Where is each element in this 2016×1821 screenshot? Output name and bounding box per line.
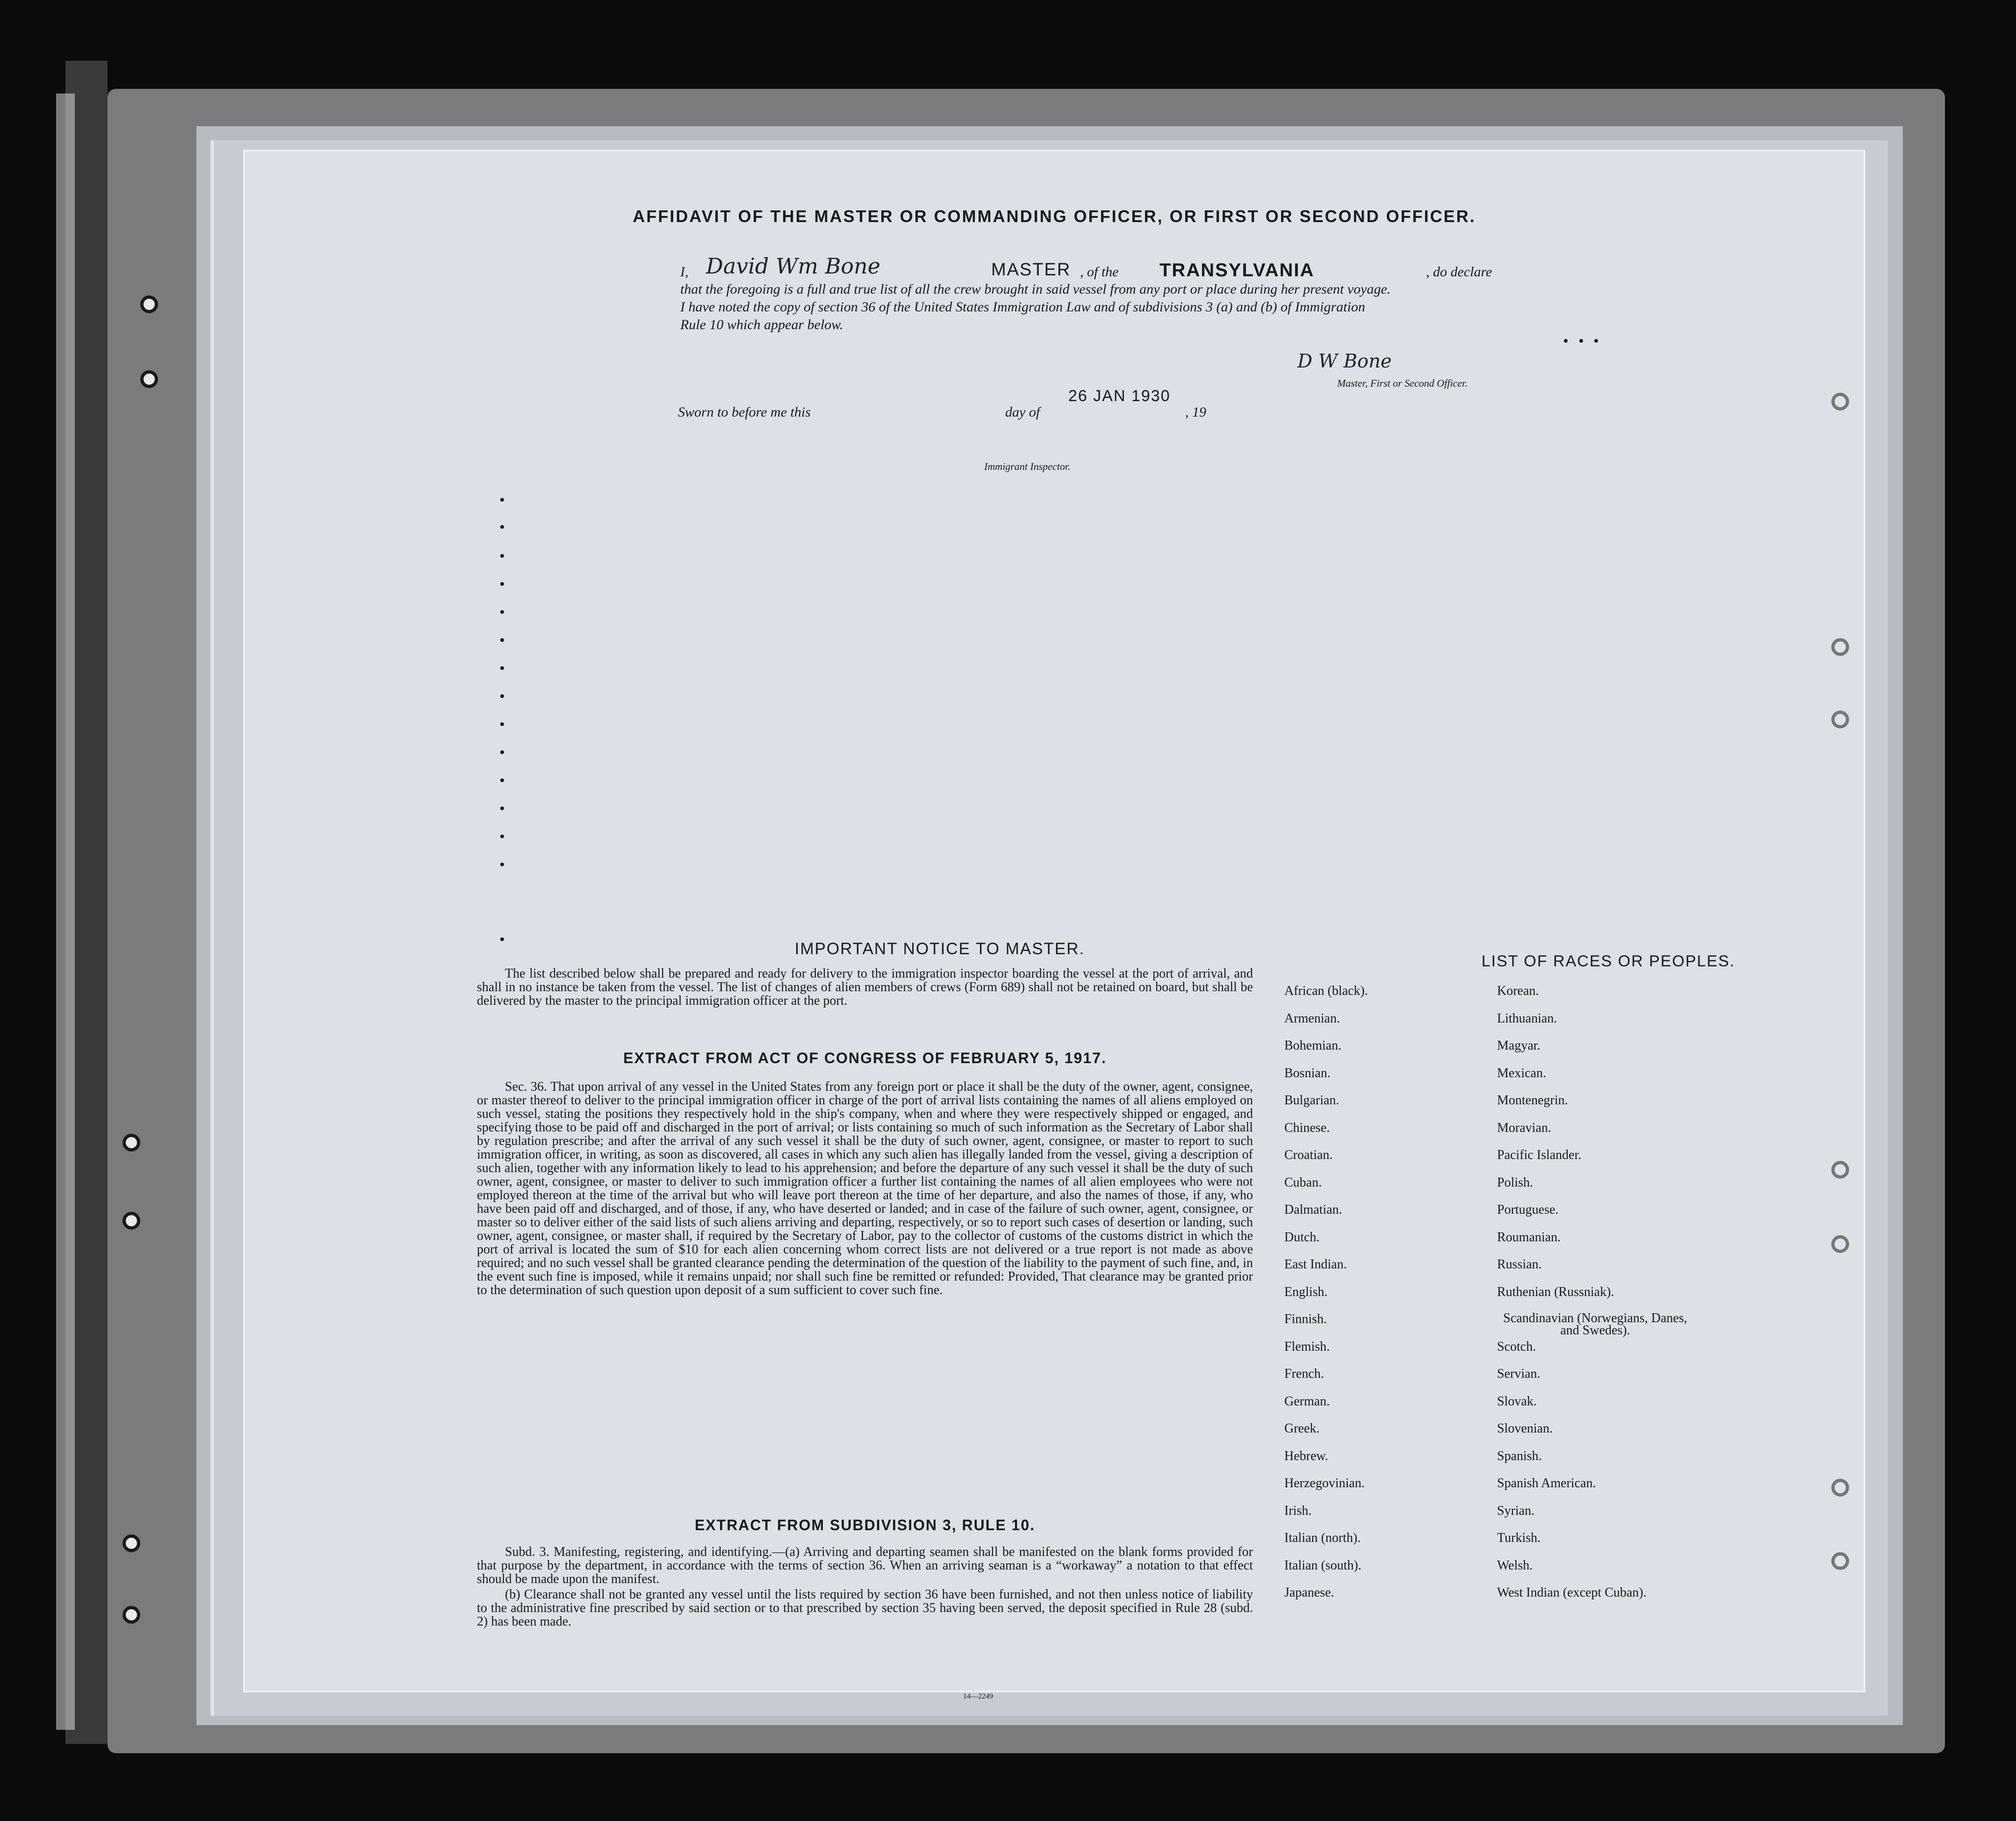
race-item: Slovak. bbox=[1497, 1394, 1537, 1409]
race-item: Magyar. bbox=[1497, 1038, 1541, 1053]
race-item: Mexican. bbox=[1497, 1065, 1546, 1080]
race-item: Lithuanian. bbox=[1497, 1011, 1557, 1026]
race-item: Scandinavian (Norwegians, Danes, and Swedes). bbox=[1503, 1311, 1687, 1338]
date-stamp: 26 JAN 1930 bbox=[1068, 387, 1171, 405]
rank-stamp: MASTER bbox=[991, 260, 1071, 280]
race-item: Pacific Islander. bbox=[1497, 1148, 1582, 1162]
rule-paragraph-a: Subd. 3. Manifesting, registering, and identifying.—(a) Arriving and departing seamen shall be manifested on the blank forms provided for that purpose by the department, in accordance with the terms of section 36. When an arriving seaman is a “workaway” a notation to that effect should be made upon the manifest. bbox=[477, 1545, 1253, 1586]
punch-hole bbox=[1831, 1161, 1849, 1179]
race-item: French. bbox=[1284, 1367, 1324, 1381]
master-name: David Wm Bone bbox=[706, 253, 880, 279]
row-dot bbox=[500, 835, 504, 838]
day-of-label: day of bbox=[1005, 404, 1040, 420]
race-item: Turkish. bbox=[1497, 1531, 1541, 1545]
binder-hole bbox=[122, 1212, 140, 1230]
punch-hole bbox=[1831, 1552, 1849, 1570]
vessel-name: TRANSYLVANIA bbox=[1159, 260, 1315, 281]
do-declare-label: , do declare bbox=[1426, 264, 1492, 280]
of-the-label: , of the bbox=[1080, 264, 1119, 280]
rule-paragraph-b: (b) Clearance shall not be granted any vessel until the lists required by section 36 have been furnished, and not then unless notice of liability to the administrative fine prescribed by said section or to that prescribed by section 35 having been served, the deposit specified in Rule 28 (subd. 2) has been made. bbox=[477, 1587, 1253, 1629]
punch-hole bbox=[1831, 638, 1849, 656]
race-item: Greek. bbox=[1284, 1421, 1320, 1436]
race-item: Roumanian. bbox=[1497, 1230, 1561, 1245]
binder-hole bbox=[140, 370, 158, 388]
race-item: East Indian. bbox=[1284, 1257, 1347, 1272]
declaration-line-3: Rule 10 which appear below. bbox=[680, 317, 843, 332]
binder-hole bbox=[140, 295, 158, 313]
extract-rule-text bbox=[477, 1545, 1253, 1630]
row-dot bbox=[500, 610, 504, 614]
affidavit-heading: AFFIDAVIT OF THE MASTER OR COMMANDING OFFICER, OR FIRST OR SECOND OFFICER. bbox=[633, 207, 1476, 226]
race-item: Dalmatian. bbox=[1284, 1202, 1342, 1217]
extract-act-text bbox=[477, 1080, 1253, 1299]
binder-hole bbox=[122, 1134, 140, 1152]
races-right-column bbox=[1497, 984, 1693, 1613]
race-item: Chinese. bbox=[1284, 1120, 1330, 1135]
race-item: Slovenian. bbox=[1497, 1421, 1553, 1436]
form-number: 14—2249 bbox=[963, 1692, 993, 1700]
race-item: Italian (south). bbox=[1284, 1558, 1361, 1573]
race-item: Welsh. bbox=[1497, 1558, 1533, 1573]
year-label: , 19 bbox=[1185, 404, 1206, 420]
section-36-paragraph: Sec. 36. That upon arrival of any vessel in the United States from any foreign port or place it shall be the duty of the owner, agent, consignee, or master thereof to deliver to the principal immigration officer in charge of the port of arrival lists containing the names of all aliens employed on such vessel, stating the positions they respectively hold in the ship's company, when and where they were respectively shipped or engaged, and specifying those to be paid off and discharged in the port of arrival; or lists containing so much of such information as the Secretary of Labor shall by regulation prescribe; and after the arrival of any such vessel it shall be the duty of such owner, agent, consignee, or master to report to such immigration officer, in writing, as soon as discovered, all cases in which any such alien has illegally landed from the vessel, giving a description of such alien, together with any information likely to lead to his apprehension; and before the departure of any such vessel it shall be the duty of such owner, agent, consignee, or master to deliver to such immigration officer a further list containing the names of all alien employees who were not employed thereon at the time of the arrival but who will leave port thereon at the time of her departure, and also the names of those, if any, who have been paid off and discharged, and of those, if any, who have deserted or landed; and in case of the failure of such owner, agent, consignee, or master so to deliver either of the said lists of such aliens arriving and departing, respectively, or so to report such cases of desertion or landing, such owner, agent, consignee, or master shall, if required by the Secretary of Labor, pay to the collector of customs of the customs district in which the port of arrival is located the sum of $10 for each alien concerning whom correct lists are not delivered or a true report is not made as above required; and no such vessel shall be granted clearance pending the determination of the question of the liability to the payment of such fine, and, in the event such fine is imposed, while it remains unpaid; nor shall such fine be remitted or refunded: Provided, That clearance may be granted prior to the determination of such question upon deposit of a sum sufficient to cover such fine. bbox=[477, 1080, 1253, 1297]
race-item: Hebrew. bbox=[1284, 1448, 1328, 1463]
row-dot bbox=[500, 525, 504, 529]
row-dot bbox=[500, 582, 504, 586]
punch-hole bbox=[1831, 1479, 1849, 1497]
sworn-label: Sworn to before me this bbox=[678, 404, 811, 420]
ink-dot bbox=[1594, 339, 1598, 343]
race-item: African (black). bbox=[1284, 984, 1368, 998]
race-item: Korean. bbox=[1497, 984, 1539, 998]
punch-hole bbox=[1831, 711, 1849, 728]
row-dot bbox=[500, 750, 504, 754]
race-item: Cuban. bbox=[1284, 1175, 1322, 1190]
race-item: Scotch. bbox=[1497, 1339, 1536, 1354]
race-item: Croatian. bbox=[1284, 1148, 1333, 1162]
declaration-line-2: I have noted the copy of section 36 of the United States Immigration Law and of subdivisions 3 (a) and (b) of Immigration bbox=[680, 299, 1365, 315]
race-item: Servian. bbox=[1497, 1367, 1541, 1381]
row-dot bbox=[500, 498, 504, 502]
race-item: Ruthenian (Russniak). bbox=[1497, 1284, 1614, 1299]
race-item: Irish. bbox=[1284, 1503, 1312, 1518]
affidavit-page bbox=[243, 150, 1865, 1700]
race-item: Dutch. bbox=[1284, 1230, 1320, 1245]
binder-hole bbox=[122, 1534, 140, 1552]
punch-hole bbox=[1831, 1235, 1849, 1253]
i-label: I, bbox=[680, 264, 689, 280]
race-item: Syrian. bbox=[1497, 1503, 1535, 1518]
race-item: Montenegrin. bbox=[1497, 1093, 1568, 1108]
row-dot bbox=[500, 806, 504, 810]
notice-title: IMPORTANT NOTICE TO MASTER. bbox=[794, 940, 1085, 958]
officer-signature: D W Bone bbox=[1297, 351, 1392, 372]
extract-act-title: EXTRACT FROM ACT OF CONGRESS OF FEBRUARY 5, 1917. bbox=[623, 1050, 1107, 1066]
race-item: English. bbox=[1284, 1284, 1328, 1299]
ink-dot bbox=[1564, 339, 1568, 343]
race-item: Armenian. bbox=[1284, 1011, 1340, 1026]
extract-rule-title: EXTRACT FROM SUBDIVISION 3, RULE 10. bbox=[694, 1517, 1036, 1533]
race-item: Polish. bbox=[1497, 1175, 1534, 1190]
race-item: West Indian (except Cuban). bbox=[1497, 1585, 1647, 1600]
race-item: Spanish. bbox=[1497, 1448, 1542, 1463]
inspector-caption: Immigrant Inspector. bbox=[984, 461, 1071, 472]
punch-hole bbox=[1831, 393, 1849, 410]
row-dot bbox=[500, 638, 504, 642]
race-item: Portuguese. bbox=[1497, 1202, 1559, 1217]
race-item: Bohemian. bbox=[1284, 1038, 1342, 1053]
binder-hole bbox=[122, 1606, 140, 1624]
races-title: LIST OF RACES OR PEOPLES. bbox=[1481, 952, 1735, 970]
race-item: Flemish. bbox=[1284, 1339, 1330, 1354]
notice-text bbox=[477, 967, 1253, 1009]
signature-caption: Master, First or Second Officer. bbox=[1337, 377, 1468, 389]
races-left-column bbox=[1284, 984, 1368, 1613]
row-dot bbox=[500, 863, 504, 866]
race-item: Finnish. bbox=[1284, 1312, 1327, 1326]
race-item: Moravian. bbox=[1497, 1120, 1551, 1135]
race-item: Japanese. bbox=[1284, 1585, 1334, 1600]
race-item: Herzegovinian. bbox=[1284, 1476, 1365, 1490]
race-item: Italian (north). bbox=[1284, 1531, 1361, 1545]
race-item: Spanish American. bbox=[1497, 1476, 1596, 1490]
race-item: Bosnian. bbox=[1284, 1065, 1331, 1080]
row-dot bbox=[500, 554, 504, 558]
paper-edge bbox=[56, 94, 75, 1730]
row-dot bbox=[500, 722, 504, 726]
race-item: German. bbox=[1284, 1394, 1330, 1409]
ink-dot bbox=[1579, 339, 1583, 343]
row-dot bbox=[500, 694, 504, 698]
race-item: Bulgarian. bbox=[1284, 1093, 1339, 1108]
row-dot bbox=[500, 666, 504, 670]
race-item: Russian. bbox=[1497, 1257, 1542, 1272]
row-dot bbox=[500, 937, 504, 941]
notice-paragraph: The list described below shall be prepared and ready for delivery to the immigration inspector boarding the vessel at the port of arrival, and shall in no instance be taken from the vessel. The list of changes of alien members of crews (Form 689) shall not be retained on board, but shall be delivered by the master to the principal immigration officer at the port. bbox=[477, 966, 1253, 1008]
row-dot bbox=[500, 778, 504, 782]
declaration-line-1: that the foregoing is a full and true list of all the crew brought in said vessel from any port or place during her present voyage. bbox=[680, 281, 1391, 297]
